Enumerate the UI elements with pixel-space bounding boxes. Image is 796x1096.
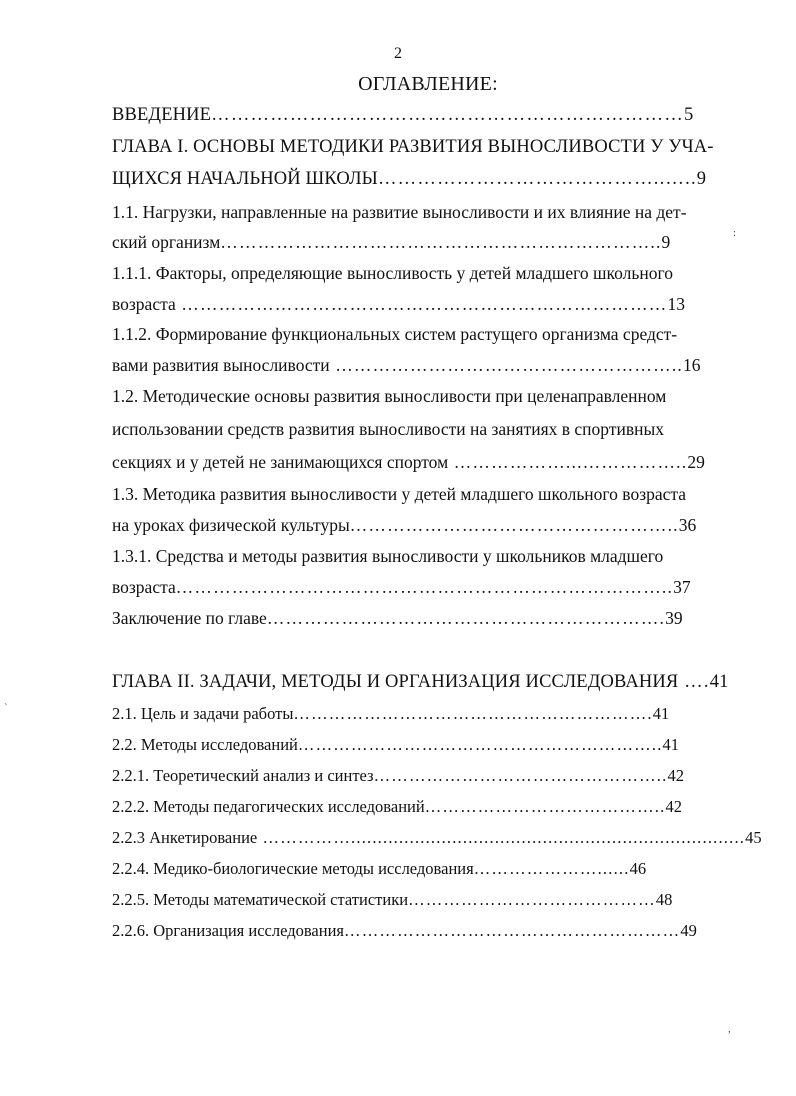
toc-entry-page: 49 (680, 921, 697, 940)
toc-entry-page: 9 (661, 232, 671, 252)
toc-entry-s1-1-line1 (112, 201, 687, 223)
toc-entry-ch2 (112, 671, 729, 693)
leader-dots: …………….......................................................................... (257, 828, 746, 847)
toc-entry-title: ГЛАВА II. ЗАДАЧИ, МЕТОДЫ И ОРГАНИЗАЦИЯ ИССЛЕДОВАНИЯ (112, 672, 679, 692)
toc-entry-page: 39 (665, 608, 683, 628)
toc-entry-s2-2-5 (112, 889, 672, 911)
toc-entry-page: 48 (655, 890, 673, 909)
toc-entry-page: 36 (678, 515, 697, 535)
toc-entry-ch1-line1 (112, 136, 714, 158)
toc-entry-s1-2-line3 (112, 451, 705, 473)
leader-dots: ………………...…………….. (448, 452, 688, 472)
leader-dots: …………………………………………….. (349, 515, 679, 535)
toc-entry-page: 13 (667, 294, 686, 314)
leader-dots: …………………...... (473, 859, 630, 878)
toc-entry-page: 42 (665, 797, 682, 816)
toc-entry-title: использовании средств развития выносливости на занятиях в спортивных (112, 419, 664, 439)
toc-entry-page: 29 (687, 452, 705, 472)
toc-entry-ch1-line2 (112, 168, 706, 190)
toc-entry-page: 37 (673, 577, 691, 597)
leader-dots: …………………………………… (408, 890, 656, 909)
toc-entry-s1-2-line2 (112, 418, 664, 440)
toc-entry-page: 41 (662, 735, 680, 754)
toc-entry-page: 9 (696, 169, 707, 189)
toc-entry-title: 2.1. Цель и задачи работы (112, 704, 294, 723)
toc-entry-title: ЩИХСЯ НАЧАЛЬНОЙ ШКОЛЫ (112, 169, 378, 189)
toc-entry-title: секциях и у детей не занимающихся спортом (112, 452, 449, 472)
toc-entry-title: возраста (112, 577, 176, 597)
leader-dots: …. (678, 672, 710, 692)
toc-entry-title: 1.1.1. Факторы, определяющие выносливость у детей младшего школьного (112, 263, 673, 283)
toc-entry-title: ВВЕДЕНИЕ (112, 105, 212, 125)
leader-dots: ………………………………………….. (373, 766, 668, 785)
toc-entry-title: 1.1.2. Формирование функциональных систем растущего организма средст- (112, 324, 678, 344)
toc-entry-page: 41 (652, 704, 670, 723)
page-number: 2 (394, 45, 402, 62)
toc-entry-page: 41 (709, 672, 729, 692)
toc-entry-s1-1-line2 (112, 231, 670, 253)
toc-entry-s2-1 (112, 703, 669, 725)
toc-entry-title: 2.2.4. Медико-биологические методы исследования (112, 859, 474, 878)
toc-entry-s1-2-line1 (112, 385, 666, 407)
toc-entry-page: 16 (682, 355, 701, 375)
leader-dots: …………………………………………………………………… (175, 294, 668, 314)
toc-entry-s1-1-1-line2 (112, 293, 685, 315)
toc-entry-s1-3-line2 (112, 514, 696, 536)
toc-entry-s2-2-4 (112, 858, 646, 880)
toc-entry-title: 2.2.6. Организация исследования (112, 921, 344, 940)
toc-entry-page: 42 (667, 766, 684, 785)
leader-dots: …………………………………………………………….. (220, 232, 662, 252)
toc-entry-s2-2 (112, 734, 679, 756)
leader-dots: ……………………………………………………. (293, 704, 653, 723)
toc-entry-intro (112, 104, 693, 126)
toc-entry-title: на уроках физической культуры (112, 515, 350, 535)
scan-speck: : (733, 227, 737, 239)
toc-entry-s2-2-2 (112, 796, 682, 818)
toc-entry-title: ский организм (112, 232, 221, 252)
leader-dots: …………………………………………………………………….. (175, 577, 674, 597)
leader-dots: …………………………………………………….. (297, 735, 663, 754)
toc-entry-s1-1-2-line2 (112, 354, 700, 376)
toc-entry-s1-3-1-line1 (112, 545, 663, 567)
toc-entry-s2-2-1 (112, 765, 684, 787)
toc-title: ОГЛАВЛЕНИЕ: (358, 73, 498, 95)
toc-entry-title: ГЛАВА I. ОСНОВЫ МЕТОДИКИ РАЗВИТИЯ ВЫНОСЛИВОСТИ У УЧА- (112, 137, 714, 157)
toc-entry-title: 1.3.1. Средства и методы развития выносливости у школьников младшего (112, 546, 664, 566)
leader-dots: ………………………………………………………. (266, 608, 666, 628)
leader-dots: ……………………………………………………………… (211, 105, 684, 125)
toc-entry-title: 1.2. Методические основы развития выносливости при целенаправленном (112, 386, 667, 406)
toc-entry-concl1 (112, 607, 683, 629)
toc-entry-s1-3-1-line2 (112, 576, 691, 598)
toc-entry-title: Заключение по главе (112, 608, 267, 628)
toc-entry-s1-1-1-line1 (112, 262, 673, 284)
toc-entry-page: 5 (683, 105, 694, 125)
scan-speck: ` (4, 702, 8, 714)
toc-entry-title: 1.1. Нагрузки, направленные на развитие выносливости и их влияние на дет- (112, 202, 687, 222)
scan-speck: , (728, 1023, 731, 1035)
toc-entry-title: возраста (112, 294, 176, 314)
toc-entry-title: 2.2.1. Теоретический анализ и синтез (112, 766, 374, 785)
toc-entry-title: 2.2. Методы исследований (112, 735, 298, 754)
toc-entry-title: вами развития выносливости (112, 355, 330, 375)
leader-dots: ……………………………………………….. (329, 355, 683, 375)
toc-entry-s1-1-2-line1 (112, 323, 677, 345)
toc-entry-s2-2-3 (112, 827, 762, 849)
toc-entry-title: 2.2.3 Анкетирование (112, 828, 258, 847)
toc-entry-title: 2.2.5. Методы математической статистики (112, 890, 409, 909)
toc-entry-page: 46 (629, 859, 647, 878)
toc-entry-s1-3-line1 (112, 483, 686, 505)
leader-dots: ……………………………………..….. (377, 169, 697, 189)
toc-entry-title: 2.2.2. Методы педагогических исследований (112, 797, 425, 816)
leader-dots: ………………………………….. (424, 797, 666, 816)
toc-entry-s2-2-6 (112, 920, 697, 942)
toc-entry-page: 45 (745, 828, 762, 847)
leader-dots: ………………………………………………… (344, 921, 681, 940)
toc-entry-title: 1.3. Методика развития выносливости у детей младшего школьного возраста (112, 484, 687, 504)
